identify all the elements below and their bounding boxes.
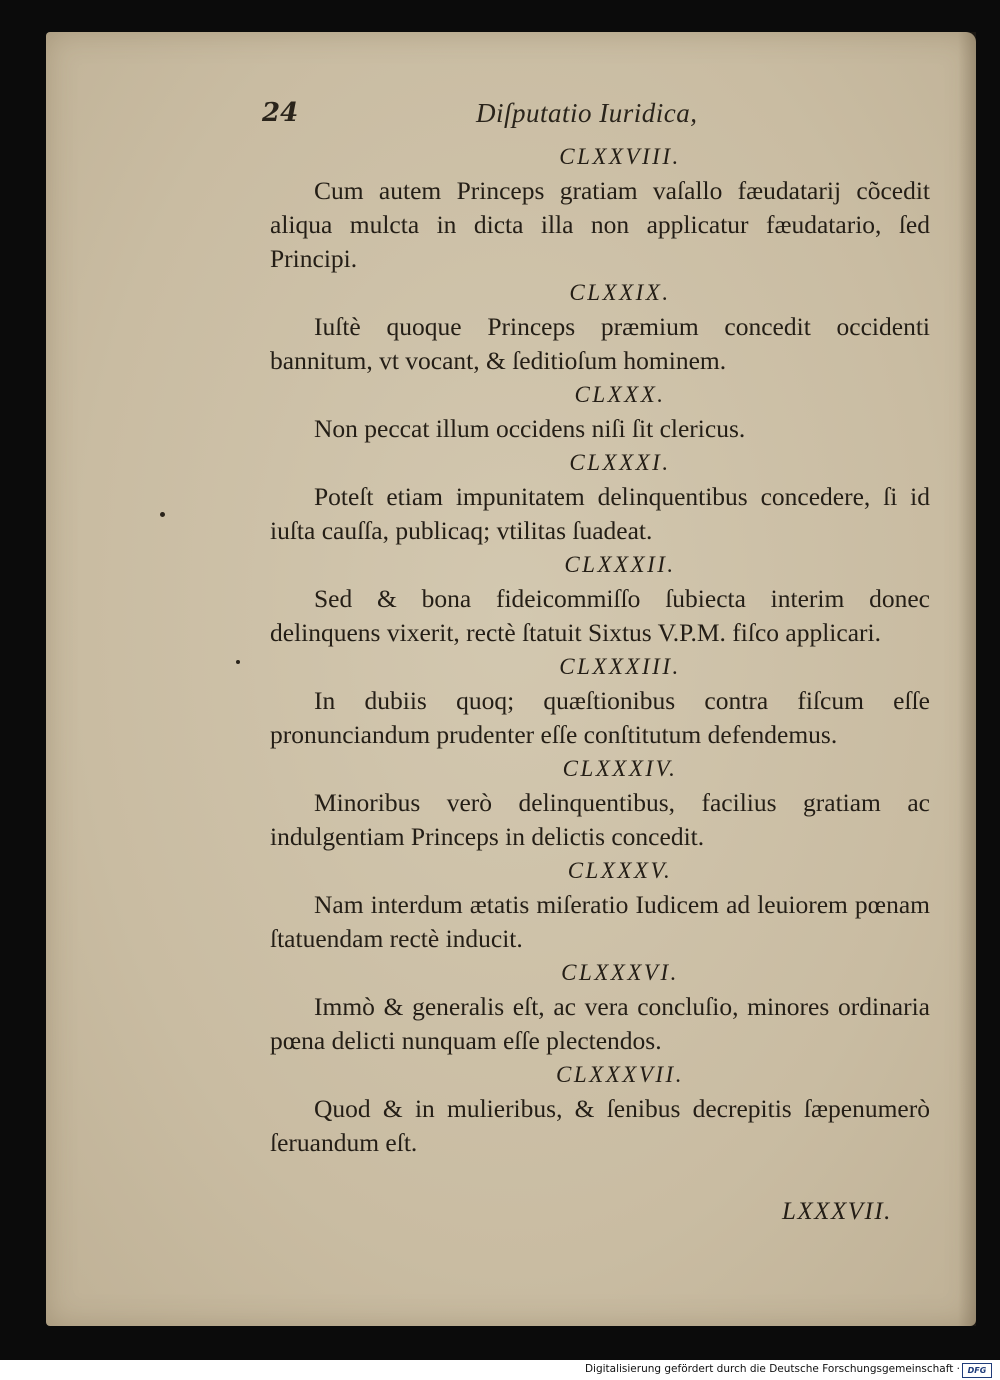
thesis-numeral: CLXXXVI. <box>561 960 679 985</box>
thesis-section <box>270 378 930 446</box>
thesis-section <box>270 650 930 752</box>
thesis-text: Quod & in mulieribus, & ſenibus decrepitis ſæpenumerò ſeruandum eſt. <box>270 1094 930 1157</box>
thesis-section <box>270 956 930 1058</box>
ink-speck <box>160 512 165 517</box>
ink-speck <box>236 660 240 664</box>
page-edge-shadow <box>958 32 976 1326</box>
thesis-numeral: CLXXVIII. <box>559 144 681 169</box>
thesis-numeral: CLXXXIV. <box>562 756 678 781</box>
thesis-section <box>270 752 930 854</box>
digitization-footer <box>0 1360 1000 1380</box>
catchword: LXXXVII. <box>782 1198 892 1225</box>
thesis-section <box>270 276 930 378</box>
thesis-section <box>270 1058 930 1160</box>
thesis-text: Cum autem Princeps gratiam vaſallo fæudatarij cõcedit aliqua mulcta in dicta illa non applicatur fæudatario, ſed Principi. <box>270 176 930 273</box>
thesis-section <box>270 446 930 548</box>
running-head: Diſputatio Iuridica, <box>476 98 698 128</box>
thesis-numeral: CLXXXII. <box>564 552 676 577</box>
thesis-text: Iuſtè quoque Princeps præmium concedit occidenti bannitum, vt vocant, & ſeditioſum hominem. <box>270 312 930 375</box>
thesis-numeral: CLXXXIII. <box>559 654 681 679</box>
thesis-text: Minoribus verò delinquentibus, facilius gratiam ac indulgentiam Princeps in delictis concedit. <box>270 788 930 851</box>
thesis-numeral: CLXXIX. <box>569 280 671 305</box>
thesis-numeral: CLXXXV. <box>567 858 673 883</box>
thesis-section <box>270 854 930 956</box>
thesis-numeral: CLXXXVII. <box>556 1062 684 1087</box>
dfg-logo-icon: DFG <box>962 1363 992 1378</box>
page-number: 24 <box>262 98 299 128</box>
page-header <box>262 98 702 138</box>
thesis-text: Nam interdum ætatis miſeratio Iudicem ad leuiorem pœnam ſtatuendam rectè inducit. <box>270 890 930 953</box>
thesis-numeral: CLXXXI. <box>569 450 671 475</box>
thesis-text: Immò & generalis eſt, ac vera concluſio, minores ordinaria pœna delicti nunquam eſſe plectendos. <box>270 992 930 1055</box>
thesis-section <box>270 140 930 276</box>
thesis-section <box>270 548 930 650</box>
funding-credit: Digitalisierung gefördert durch die Deutsche Forschungsgemeinschaft · <box>584 1363 960 1375</box>
thesis-text: Poteſt etiam impunitatem delinquentibus concedere, ſi id iuſta cauſſa, publicaq; vtilitas ſuadeat. <box>270 482 930 545</box>
main-text <box>270 140 930 1160</box>
thesis-numeral: CLXXX. <box>574 382 666 407</box>
thesis-text: Non peccat illum occidens niſi ſit clericus. <box>314 414 746 443</box>
thesis-text: Sed & bona fideicommiſſo ſubiecta interim donec delinquens vixerit, rectè ſtatuit Sixtus V.P.M. fiſco applicari. <box>270 584 930 647</box>
thesis-text: In dubiis quoq; quæſtionibus contra fiſcum eſſe pronunciandum prudenter eſſe conſtitutum defendemus. <box>270 686 930 749</box>
